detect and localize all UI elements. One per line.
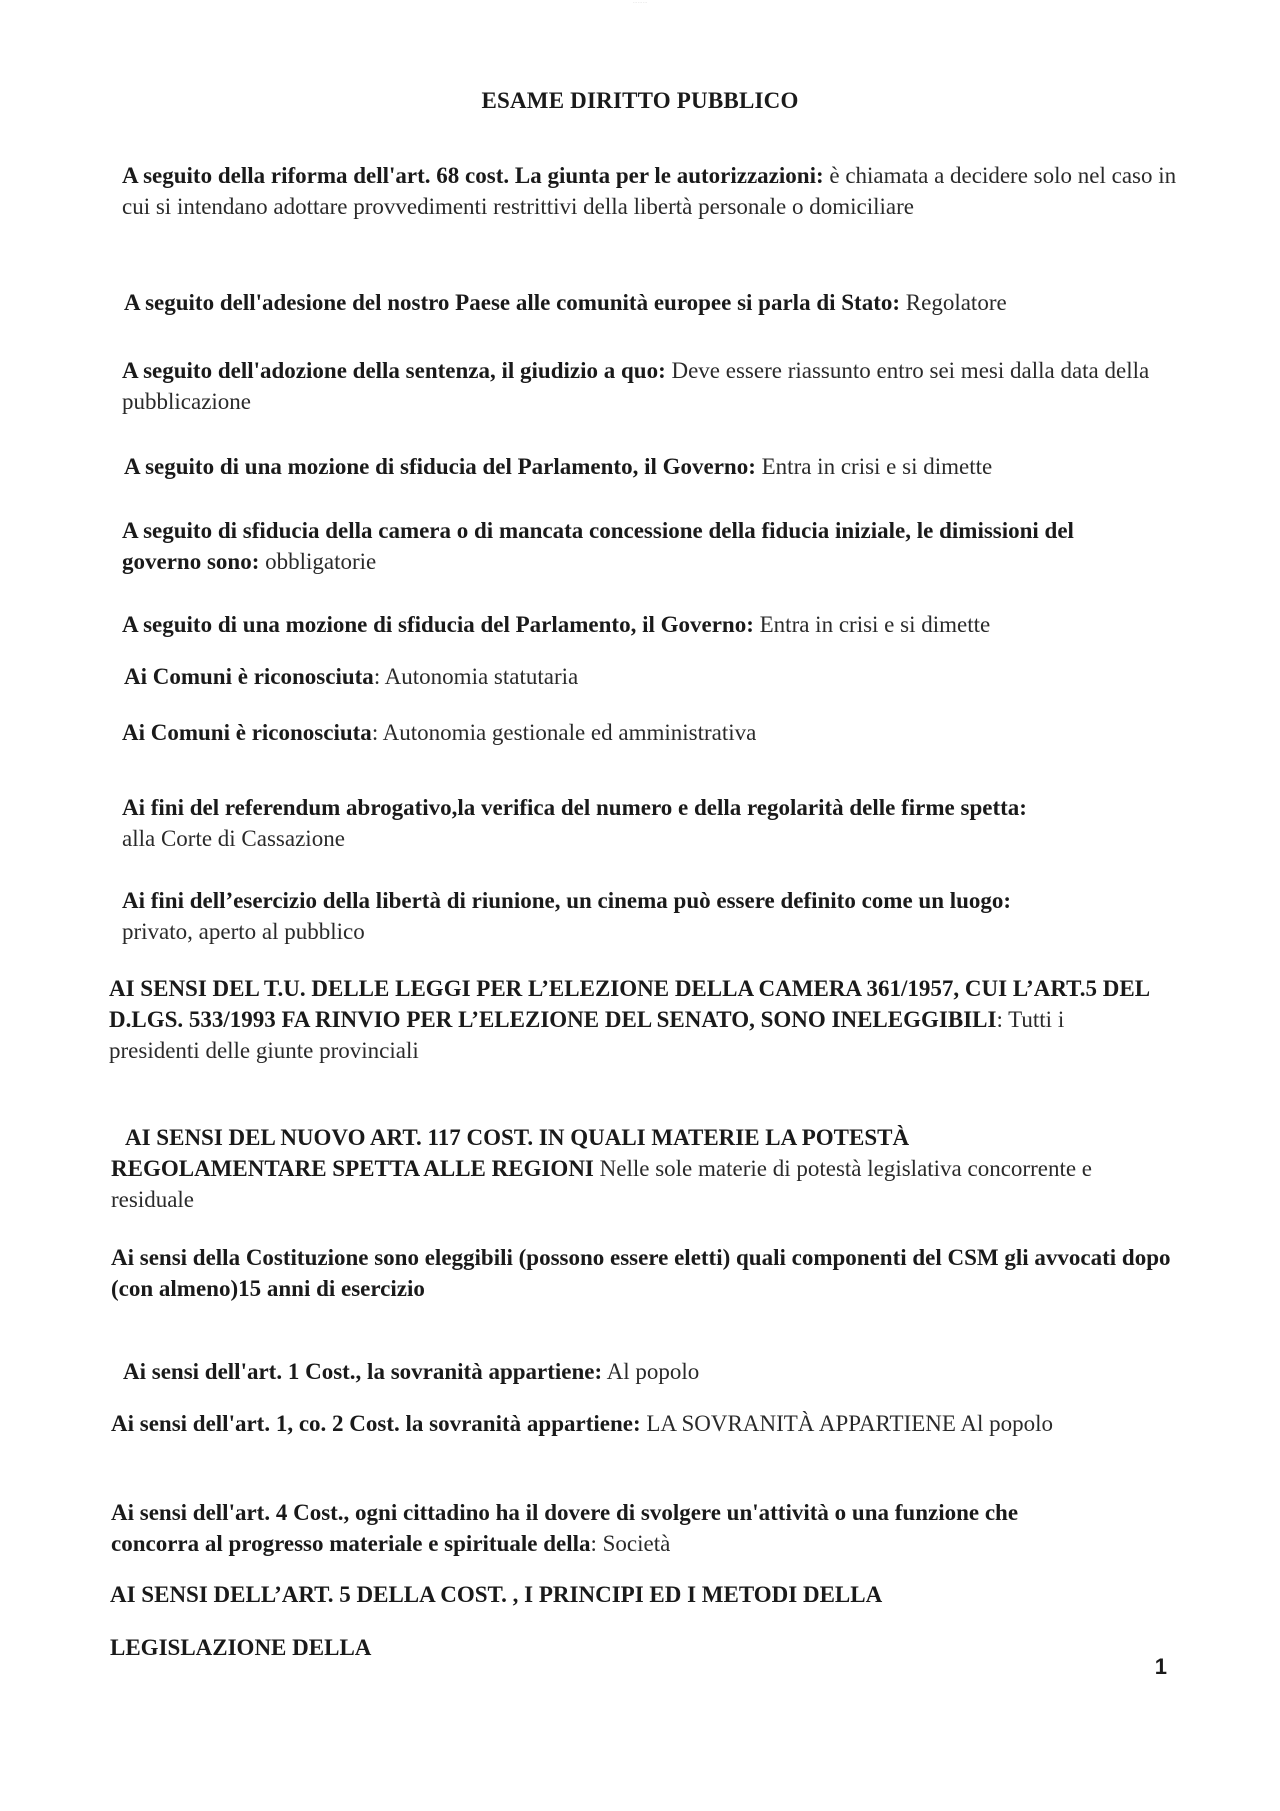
question-text: AI SENSI DELL’ART. 5 DELLA COST. , I PRINCIPI ED I METODI DELLA xyxy=(110,1582,883,1607)
question-text: AI SENSI DEL T.U. DELLE LEGGI PER L’ELEZIONE DELLA CAMERA 361/1957, CUI L’ART.5 DEL D.LGS. 533/1993 FA RINVIO PER L’ELEZIONE DEL SENATO, SONO INELEGGIBILI xyxy=(109,976,1149,1032)
qa-entry xyxy=(122,515,1082,577)
document-title: ESAME DIRITTO PUBBLICO xyxy=(481,88,799,113)
page-header-mark: ··· ··· ··· xyxy=(633,0,647,5)
question-text: A seguito dell'adozione della sentenza, il giudizio a quo: xyxy=(122,358,666,383)
question-text: A seguito della riforma dell'art. 68 cost. La giunta per le autorizzazioni: xyxy=(122,163,824,188)
qa-entry xyxy=(122,792,1202,854)
qa-entry xyxy=(111,1122,1111,1215)
answer-text: Nelle sole materie di potestà legislativa concorrente e residuale xyxy=(111,1156,1093,1212)
answer-text: Entra in crisi e si dimette xyxy=(755,454,993,479)
qa-entry xyxy=(122,160,1182,222)
question-text: LEGISLAZIONE DELLA xyxy=(110,1635,372,1660)
answer-text: obbligatorie xyxy=(259,549,377,574)
qa-entry xyxy=(124,451,1204,482)
answer-text: Deve essere riassunto entro sei mesi dalla data della pubblicazione xyxy=(122,358,1150,414)
answer-text: alla Corte di Cassazione xyxy=(122,826,345,851)
qa-entry xyxy=(123,1356,1203,1387)
answer-text: : Autonomia gestionale ed amministrativa xyxy=(371,720,757,745)
qa-entry xyxy=(122,717,1202,748)
question-text: Ai fini dell’esercizio della libertà di riunione, un cinema può essere definito come un luogo: xyxy=(122,888,1012,913)
qa-entry xyxy=(122,355,1202,417)
qa-entry xyxy=(109,973,1149,1066)
answer-text: Al popolo xyxy=(602,1359,700,1384)
qa-entry xyxy=(124,287,1204,318)
question-text: Ai Comuni è riconosciuta xyxy=(122,720,372,745)
qa-entry xyxy=(122,609,1202,640)
qa-entry xyxy=(110,1579,1190,1610)
answer-text: : Società xyxy=(590,1531,671,1556)
answer-text: : Tutti i presidenti delle giunte provinciali xyxy=(109,1007,1065,1063)
answer-text: è chiamata a decidere solo nel caso in cui si intendano adottare provvedimenti restrittivi della libertà personale o domiciliare xyxy=(122,163,1177,219)
question-text: Ai sensi dell'art. 4 Cost., ogni cittadino ha il dovere di svolgere un'attività o una funzione che concorra al progresso materiale e spirituale della xyxy=(111,1500,1019,1556)
answer-text: Entra in crisi e si dimette xyxy=(753,612,991,637)
question-text: A seguito di una mozione di sfiducia del Parlamento, il Governo: xyxy=(122,612,754,637)
qa-entry xyxy=(110,1632,1190,1663)
question-text: Ai sensi dell'art. 1, co. 2 Cost. la sovranità appartiene: xyxy=(111,1411,641,1436)
qa-entry xyxy=(111,1408,1121,1439)
question-text: Ai Comuni è riconosciuta xyxy=(124,664,374,689)
qa-entry xyxy=(111,1242,1191,1304)
question-text: A seguito dell'adesione del nostro Paese alle comunità europee si parla di Stato: xyxy=(124,290,901,315)
qa-entry xyxy=(124,661,1204,692)
answer-text: privato, aperto al pubblico xyxy=(122,919,365,944)
question-text: A seguito di una mozione di sfiducia del Parlamento, il Governo: xyxy=(124,454,756,479)
question-text: AI SENSI DEL NUOVO ART. 117 COST. IN QUALI MATERIE LA POTESTÀ REGOLAMENTARE SPETTA ALLE REGIONI xyxy=(111,1125,910,1181)
question-text: Ai fini del referendum abrogativo,la verifica del numero e della regolarità delle firme spetta: xyxy=(122,795,1027,820)
qa-entry xyxy=(122,885,1202,947)
answer-text: : Autonomia statutaria xyxy=(373,664,579,689)
question-text: Ai sensi dell'art. 1 Cost., la sovranità appartiene: xyxy=(123,1359,603,1384)
page-number: 1 xyxy=(1154,1654,1167,1679)
qa-entry xyxy=(111,1497,1111,1559)
question-text: A seguito di sfiducia della camera o di mancata concessione della fiducia iniziale, le dimissioni del governo sono: xyxy=(122,518,1074,574)
answer-text: LA SOVRANITÀ APPARTIENE Al popolo xyxy=(640,1411,1054,1436)
answer-text: Regolatore xyxy=(900,290,1007,315)
question-text: Ai sensi della Costituzione sono eleggibili (possono essere eletti) quali componenti del CSM gli avvocati dopo (con almeno)15 anni di esercizio xyxy=(111,1245,1171,1301)
